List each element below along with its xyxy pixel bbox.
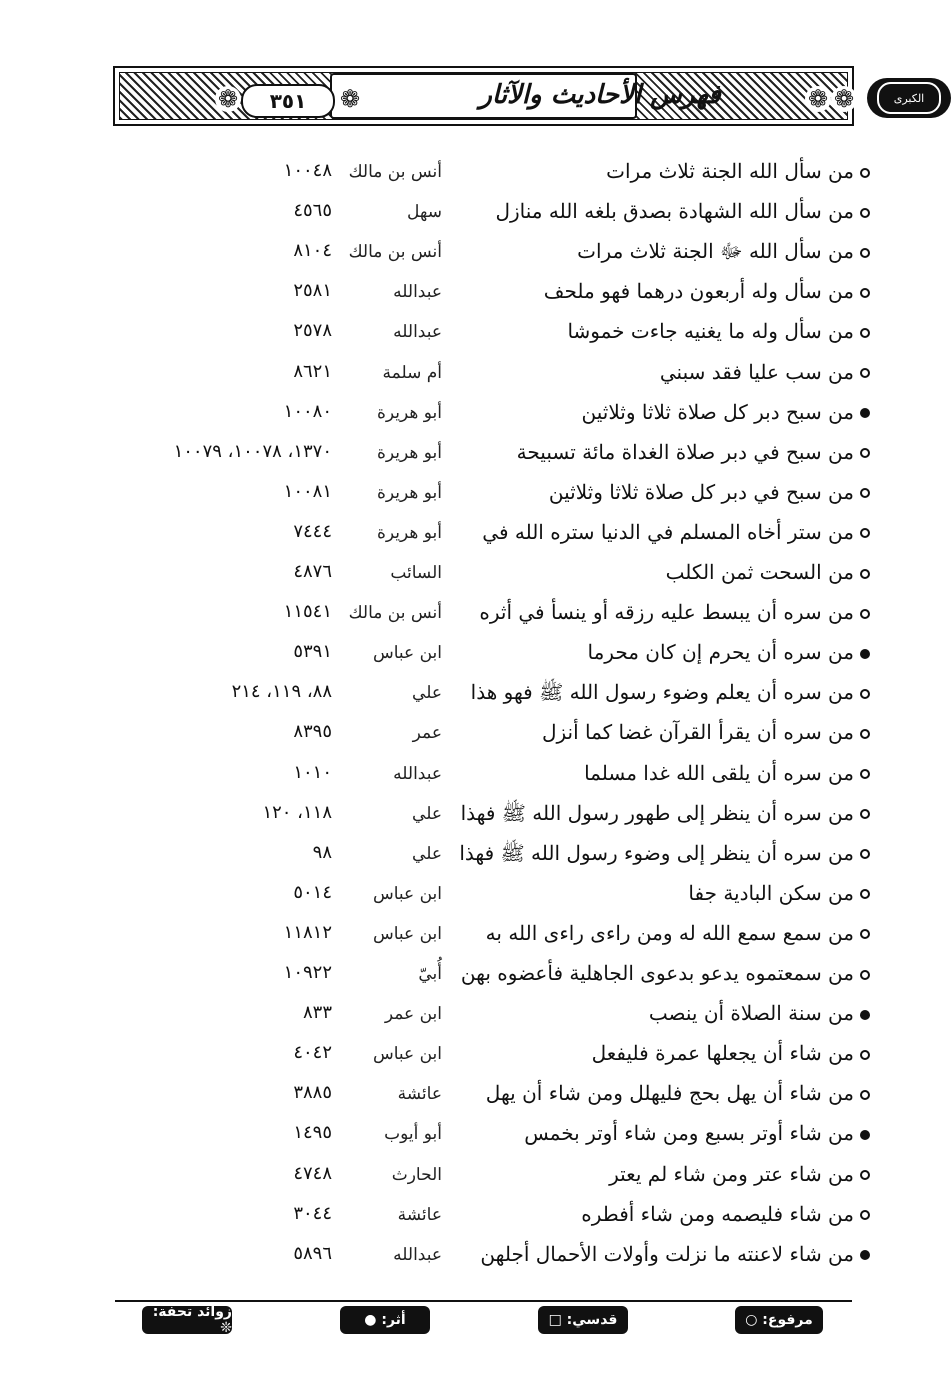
marfu-marker-icon <box>860 168 870 178</box>
list-item <box>112 1034 870 1074</box>
marfu-marker-icon <box>860 609 870 619</box>
hadith-text: من سكن البادية جفا <box>688 880 854 905</box>
hadith-text: من سنة الصلاة أن ينصب <box>648 1001 854 1026</box>
page-header <box>113 66 925 126</box>
hadith-numbers: ١٤٩٥ <box>293 1122 332 1144</box>
hadith-entry <box>450 798 870 828</box>
list-item <box>112 473 870 513</box>
hadith-numbers: ١٣٧٠، ١٠٠٧٨، ١٠٠٧٩ <box>173 440 332 462</box>
hadith-entry <box>450 236 870 266</box>
ornament-icon: ❁ <box>805 86 831 112</box>
hadith-entry <box>450 677 870 707</box>
marfu-marker-icon <box>860 1210 870 1220</box>
narrator-name: علي <box>412 683 442 704</box>
athar-marker-icon <box>860 1130 870 1140</box>
athar-marker-icon <box>860 1250 870 1260</box>
narrator-name: الحارث <box>391 1164 442 1185</box>
hadith-text: من سب عليا فقد سبني <box>659 359 854 384</box>
hadith-numbers: ٩٨ <box>312 841 332 863</box>
hadith-entry <box>450 998 870 1028</box>
list-item <box>112 914 870 954</box>
hadith-entry <box>450 1239 870 1269</box>
list-item <box>112 673 870 713</box>
athar-marker-icon <box>860 1010 870 1020</box>
hadith-entry <box>450 397 870 427</box>
narrator-name: علي <box>412 803 442 824</box>
narrator-name: أبو هريرة <box>376 442 442 463</box>
hadith-text: من شاء أوتر بسبع ومن شاء أوتر بخمس <box>524 1121 854 1146</box>
legend-zawaid: زوائد تحفة: ❊ <box>142 1306 232 1334</box>
hadith-text: من شاء لاعنته ما نزلت وأولات الأحمال أجلهن <box>480 1241 854 1266</box>
hadith-entry <box>450 1038 870 1068</box>
marfu-marker-icon <box>860 328 870 338</box>
hadith-text: من سره أن يبسط عليه رزقه أو ينسأ في أثره <box>479 600 854 625</box>
list-item <box>112 954 870 994</box>
hadith-numbers: ٤٥٦٥ <box>293 200 332 222</box>
hadith-entry <box>450 437 870 467</box>
hadith-numbers: ١١٨١٢ <box>283 921 332 943</box>
ornament-icon: ❁ <box>831 86 857 112</box>
footer-divider <box>115 1300 852 1302</box>
hadith-entry <box>450 637 870 667</box>
athar-marker-icon <box>860 649 870 659</box>
hadith-entry <box>450 1118 870 1148</box>
hadith-text: من سأل الله ﷻ الجنة ثلاث مرات <box>577 239 854 264</box>
hadith-numbers: ٨٦٢١ <box>293 360 332 382</box>
marfu-marker-icon <box>860 1090 870 1100</box>
narrator-name: عائشة <box>397 1084 442 1105</box>
hadith-text: من سره أن يلقى الله غدا مسلما <box>584 760 854 785</box>
narrator-name: أبو هريرة <box>376 522 442 543</box>
narrator-name: أنس بن مالك <box>348 242 442 263</box>
hadith-numbers: ٤٨٧٦ <box>293 561 332 582</box>
hadith-entry <box>450 477 870 507</box>
hadith-numbers: ٤٧٤٨ <box>293 1162 332 1184</box>
hadith-text: من سره أن يحرم إن كان محرما <box>587 640 854 665</box>
narrator-name: عبدالله <box>393 1244 442 1265</box>
list-item <box>112 272 870 312</box>
marfu-marker-icon <box>860 248 870 258</box>
marfu-marker-icon <box>860 1050 870 1060</box>
marfu-marker-icon <box>860 569 870 579</box>
hadith-numbers: ٨٣٣ <box>302 1002 332 1024</box>
publisher-logo <box>867 78 951 118</box>
hadith-entry <box>450 1159 870 1189</box>
narrator-name: عبدالله <box>393 282 442 303</box>
marfu-marker-icon <box>860 288 870 298</box>
hadith-entry <box>450 557 870 587</box>
list-item <box>112 393 870 433</box>
list-item <box>112 1195 870 1235</box>
marfu-marker-icon <box>860 929 870 939</box>
hadith-text: من سأل وله ما يغنيه جاءت خموشا <box>567 319 854 344</box>
narrator-name: أبو أيوب <box>384 1124 442 1145</box>
list-item <box>112 874 870 914</box>
list-item <box>112 994 870 1034</box>
hadith-text: من سمع سمع الله له ومن راءى راءى الله به <box>485 920 854 945</box>
marfu-marker-icon <box>860 1170 870 1180</box>
hadith-numbers: ١١٨، ١٢٠ <box>262 801 332 823</box>
hadith-text: من سره أن ينظر إلى طهور رسول الله ﷺ فهذا <box>460 800 854 825</box>
hadith-entry <box>450 758 870 788</box>
list-item <box>112 794 870 834</box>
narrator-name: ابن عمر <box>384 1004 442 1025</box>
hadith-entry <box>450 156 870 186</box>
hadith-text: من سبح دبر كل صلاة ثلاثا وثلاثين <box>581 399 854 424</box>
narrator-name: أبو هريرة <box>376 482 442 503</box>
marfu-marker-icon <box>860 528 870 538</box>
list-item <box>112 1155 870 1195</box>
marfu-marker-icon <box>860 368 870 378</box>
hadith-entry <box>450 357 870 387</box>
hadith-entry <box>450 717 870 747</box>
hadith-text: من ستر أخاه المسلم في الدنيا ستره الله في <box>482 519 854 544</box>
marfu-marker-icon <box>860 809 870 819</box>
marfu-marker-icon <box>860 448 870 458</box>
narrator-name: عائشة <box>397 1204 442 1225</box>
hadith-numbers: ٨٨، ١١٩، ٢١٤ <box>231 681 332 703</box>
hadith-text: من شاء أن يهل بحج فليهلل ومن شاء أن يهل <box>485 1081 854 1106</box>
logo-text: الكبرى <box>877 82 941 114</box>
list-item <box>112 433 870 473</box>
hadith-numbers: ٥٨٩٦ <box>293 1242 332 1264</box>
narrator-name: أنس بن مالك <box>348 603 442 624</box>
hadith-entry <box>450 316 870 346</box>
list-item <box>112 593 870 633</box>
athar-marker-icon <box>860 408 870 418</box>
narrator-name: أُبيّ <box>418 964 442 984</box>
hadith-entry <box>450 597 870 627</box>
hadith-numbers: ٥٣٩١ <box>293 641 332 663</box>
marfu-marker-icon <box>860 970 870 980</box>
hadith-entry <box>450 1078 870 1108</box>
list-item <box>112 353 870 393</box>
hadith-text: من سره أن يعلم وضوء رسول الله ﷺ فهو هذا <box>470 680 854 705</box>
hadith-numbers: ٢٥٧٨ <box>293 320 332 342</box>
hadith-text: من سمعتموه يدعو بدعوى الجاهلية فأعضوه بهن <box>460 961 854 985</box>
list-item <box>112 754 870 794</box>
hadith-numbers: ٣٨٨٥ <box>293 1082 332 1104</box>
narrator-name: السائب <box>390 563 442 583</box>
list-item <box>112 1114 870 1154</box>
marfu-marker-icon <box>860 889 870 899</box>
page-title: فهرس الأحاديث والآثار <box>479 80 721 110</box>
legend-qudsi: قدسي: □ <box>538 1306 628 1334</box>
ornament-icon: ❁ <box>215 86 241 112</box>
hadith-numbers: ٨١٠٤ <box>293 240 332 262</box>
narrator-name: ابن عباس <box>372 883 442 904</box>
hadith-numbers: ٥٠١٤ <box>293 881 332 903</box>
narrator-name: أنس بن مالك <box>348 162 442 182</box>
hadith-text: من شاء عتر ومن شاء لم يعتر <box>609 1161 854 1186</box>
marfu-marker-icon <box>860 849 870 859</box>
legend-marfu: مرفوع: ○ <box>735 1306 823 1334</box>
hadith-text: من سأل الله الشهادة بصدق بلغه الله منازل <box>495 199 854 224</box>
narrator-name: عبدالله <box>393 763 442 784</box>
list-item <box>112 152 870 192</box>
marfu-marker-icon <box>860 729 870 739</box>
hadith-text: من سبح في دبر صلاة الغداة مائة تسبيحة <box>516 439 854 464</box>
hadith-numbers: ١٠٠٤٨ <box>283 160 332 181</box>
narrator-name: ابن عباس <box>372 643 442 664</box>
hadith-text: من شاء فليصمه ومن شاء أفطره <box>581 1201 854 1226</box>
list-item <box>112 1235 870 1275</box>
legend-athar: أثر: ● <box>340 1306 430 1334</box>
hadith-text: من شاء أن يجعلها عمرة فليفعل <box>591 1041 854 1066</box>
hadith-text: من سره أن ينظر إلى وضوء رسول الله ﷺ فهذا <box>459 840 854 865</box>
hadith-index-list <box>112 152 870 1272</box>
page-number: ٣٥١ <box>241 84 335 118</box>
list-item <box>112 633 870 673</box>
hadith-numbers: ٣٠٤٤ <box>293 1202 332 1224</box>
narrator-name: ابن عباس <box>372 923 442 944</box>
hadith-text: من سأل الله الجنة ثلاث مرات <box>606 159 854 183</box>
list-item <box>112 834 870 874</box>
hadith-numbers: ٢٥٨١ <box>293 280 332 302</box>
narrator-name: ابن عباس <box>372 1044 442 1065</box>
hadith-numbers: ١٠١٠ <box>293 761 332 783</box>
hadith-text: من سأل وله أربعون درهما فهو ملحف <box>543 279 854 304</box>
marfu-marker-icon <box>860 488 870 498</box>
list-item <box>112 312 870 352</box>
hadith-numbers: ٤٠٤٢ <box>293 1042 332 1064</box>
narrator-name: عبدالله <box>393 322 442 343</box>
list-item <box>112 713 870 753</box>
hadith-entry <box>450 958 870 988</box>
hadith-entry <box>450 1199 870 1229</box>
hadith-entry <box>450 196 870 226</box>
list-item <box>112 1074 870 1114</box>
hadith-numbers: ٧٤٤٤ <box>293 520 332 542</box>
ornament-icon: ❁ <box>337 86 363 112</box>
hadith-numbers: ١٠٠٨٠ <box>283 400 332 422</box>
hadith-text: من سره أن يقرأ القرآن غضا كما أنزل <box>541 720 854 745</box>
hadith-entry <box>450 878 870 908</box>
hadith-numbers: ١٠٩٢٢ <box>283 962 332 983</box>
hadith-entry <box>450 276 870 306</box>
narrator-name: أم سلمة <box>382 362 442 383</box>
hadith-entry <box>450 838 870 868</box>
list-item <box>112 553 870 593</box>
hadith-numbers: ١٠٠٨١ <box>283 480 332 502</box>
hadith-numbers: ١١٥٤١ <box>283 601 332 623</box>
narrator-name: علي <box>412 843 442 864</box>
marfu-marker-icon <box>860 689 870 699</box>
hadith-entry <box>450 517 870 547</box>
hadith-text: من سبح في دبر كل صلاة ثلاثا وثلاثين <box>548 479 854 504</box>
narrator-name: سهل <box>407 202 442 223</box>
narrator-name: عمر <box>412 723 442 744</box>
narrator-name: أبو هريرة <box>376 402 442 423</box>
list-item <box>112 513 870 553</box>
hadith-numbers: ٨٣٩٥ <box>293 721 332 743</box>
list-item <box>112 192 870 232</box>
marfu-marker-icon <box>860 208 870 218</box>
list-item <box>112 232 870 272</box>
marfu-marker-icon <box>860 769 870 779</box>
hadith-entry <box>450 918 870 948</box>
hadith-text: من السحت ثمن الكلب <box>665 560 854 584</box>
